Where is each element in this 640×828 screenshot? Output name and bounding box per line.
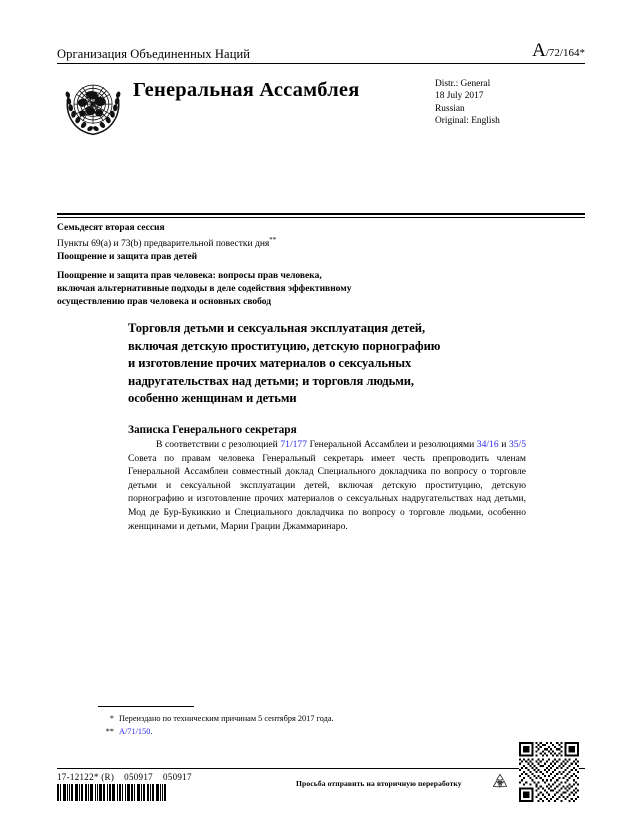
session-title: Семьдесят вторая сессия	[57, 223, 165, 233]
body-text-part-2: Генеральной Ассамблеи и резолюциями	[307, 439, 477, 450]
footnote-1-mark: *	[109, 714, 114, 723]
footnote-2-link[interactable]: A/71/150	[119, 727, 151, 737]
agenda-heading-2-line-3: осуществлению прав человека и основных свобод	[57, 296, 272, 307]
footnote-2	[98, 725, 518, 738]
footnote-2-mark: **	[105, 727, 114, 737]
document-symbol-letter: A	[532, 40, 546, 61]
body-text-part-3: и	[498, 439, 509, 450]
distribution-language: Russian	[435, 103, 465, 114]
note-heading: Записка Генерального секретаря	[128, 423, 297, 436]
masthead-divider	[57, 63, 585, 64]
recycle-icon	[489, 771, 511, 793]
agenda-footnote-mark: **	[269, 236, 277, 245]
masthead-top-row	[57, 40, 585, 60]
body-name-title: Генеральная Ассамблея	[133, 79, 360, 101]
document-symbol-number: /72/164*	[545, 47, 585, 59]
agenda-heading-1: Поощрение и защита прав детей	[57, 251, 198, 262]
agenda-items	[57, 234, 457, 251]
resolution-link-71-177[interactable]: 71/177	[280, 439, 308, 450]
body-text-part-1: В соответствии с резолюцией	[156, 439, 281, 450]
organization-name: Организация Объединенных Наций	[57, 46, 251, 61]
footnote-2-body	[119, 725, 152, 738]
distribution-date: 18 July 2017	[435, 91, 484, 102]
resolution-link-34-16[interactable]: 34/16	[476, 439, 499, 450]
body-text-part-4: Совета по правам человека Генеральный секретарь имеет честь препроводить членам Генеральной Ассамблеи совместный доклад Специального докладчика по вопросу о торговле детьми и сексуальной эксплуатации детей, включая детскую проституцию, детскую порнографию и изготовление прочих материалов о сексуальных надругательствах над детьми, Мод де Бур-Букиккио и Специального докладчика по вопросу о торговле людьми, особенно женщинами и детьми, Марии Грации Джаммаринаро.	[128, 452, 526, 532]
footnote-2-tail: .	[150, 727, 153, 737]
document-symbol	[532, 41, 585, 60]
session-block	[57, 222, 457, 308]
resolution-link-35-5[interactable]: 35/5	[508, 439, 526, 450]
distribution-type: Distr.: General	[435, 79, 491, 89]
masthead	[57, 40, 585, 143]
agenda-items-text: Пункты 69(a) и 73(b) предварительной повестки дня	[57, 239, 270, 250]
date-code-1: 050917	[124, 772, 153, 782]
agenda-heading-2-line-1: Поощрение и защита прав человека: вопросы прав человека,	[57, 271, 322, 282]
page-title	[128, 320, 528, 408]
session-spacer	[57, 263, 457, 270]
distribution-original: Original: English	[435, 115, 500, 126]
page-title-line-3: и изготовление прочих материалов о сексуальных	[128, 356, 412, 371]
qr-code	[519, 742, 579, 802]
footer-divider	[57, 768, 585, 769]
page-title-line-2: включая детскую проституцию, детскую порнографию	[128, 338, 441, 353]
job-number-line	[57, 772, 192, 782]
masthead-body-row	[57, 71, 585, 143]
page-title-line-4: надругательствах над детьми; и торговля людьми,	[128, 373, 415, 388]
body-paragraph	[128, 438, 526, 533]
agenda-heading-2-line-2: включая альтернативные подходы в деле содействия эффективному	[57, 283, 352, 294]
barcode	[57, 784, 168, 801]
agenda-heading-2	[57, 270, 457, 308]
date-code-2: 050917	[162, 772, 192, 782]
title-block	[128, 320, 528, 436]
footnote-1-text: Переиздано по техническим причинам 5 сентября 2017 года.	[119, 714, 334, 723]
un-emblem	[57, 71, 129, 143]
footnote-1	[98, 712, 518, 725]
page-title-line-1: Торговля детьми и сексуальная эксплуатация детей,	[128, 321, 426, 335]
section-divider	[57, 213, 585, 218]
job-number: 17-12122* (R)	[57, 772, 115, 782]
distribution-block	[435, 78, 585, 127]
page-title-line-5: особенно женщинам и детьми	[128, 391, 297, 406]
footnote-divider	[98, 706, 194, 707]
recycle-note: Просьба отправить на вторичную переработку	[296, 779, 462, 788]
footnotes-block	[98, 712, 518, 739]
